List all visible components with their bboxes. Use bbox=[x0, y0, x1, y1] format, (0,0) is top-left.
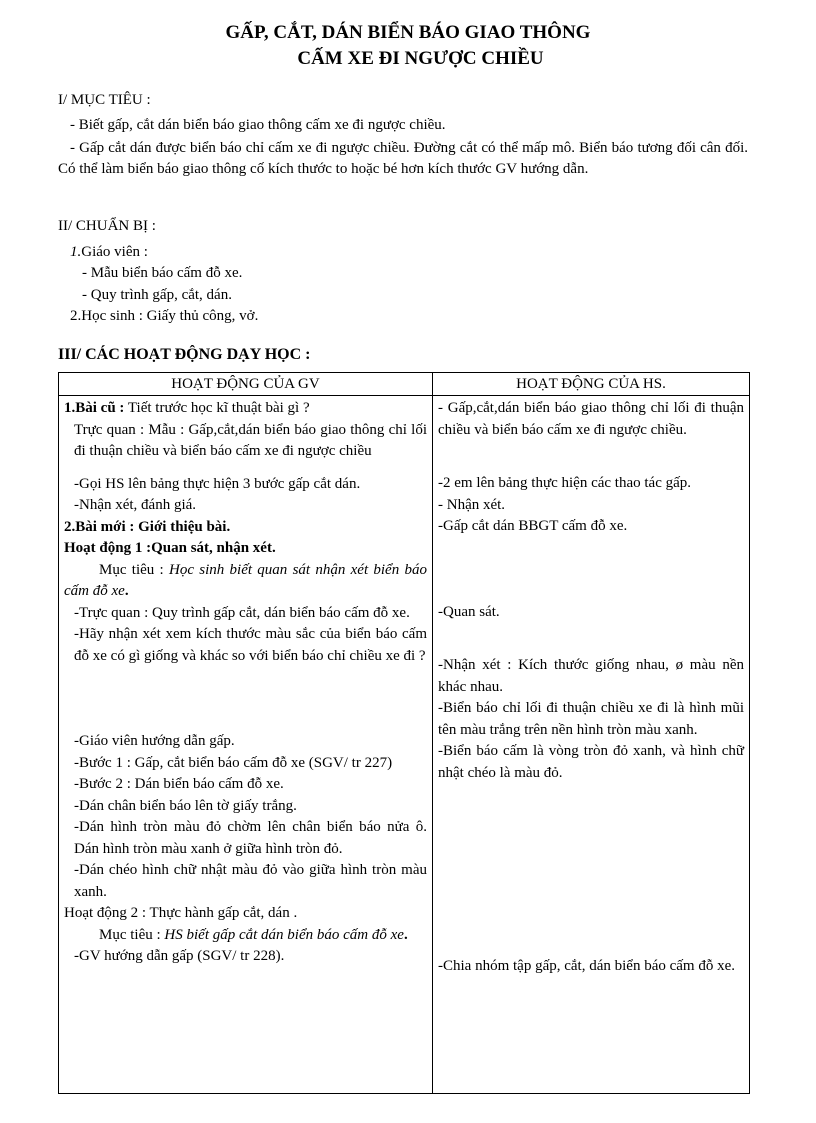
gv-step-1: -Bước 1 : Gấp, cắt biển báo cấm đỗ xe (SGV/ tr 227) bbox=[74, 754, 393, 771]
gv-question: -Hãy nhận xét xem kích thước màu sắc của biển báo cấm đỗ xe có gì giống và khác so với biển báo chỉ chiều xe đi ? bbox=[74, 626, 427, 664]
gv-column: 1.Bài cũ : Tiết trước học kĩ thuật bài gì ? Trực quan : Mẫu : Gấp,cắt,dán biển báo giao thông chỉ lối đi thuận chiều và biển báo cấm xe đi ngược chiều -Gọi HS lên bảng thực hiện 3 bước gấp cắt dán. -Nhận xét, đánh giá. 2.Bài mới : Giới thiệu bài. Hoạt động 1 :Quan sát, nhận xét. Mục tiêu : Học sinh biết quan sát nhận xét biển báo cấm đỗ xe. -Trực quan : Quy trình gấp cắt, dán biển báo cấm đỗ xe. -Hãy nhận xét xem kích thước màu sắc của biển báo cấm đỗ xe có gì giống và khác so với biển báo chỉ chiều xe đi ? -Giáo viên hướng dẫn gấp. -Bước 1 : Gấp, cắt biển báo cấm đỗ xe (SGV/ tr 227) -Bước 2 : Dán biển báo cấm đỗ xe. -Dán chân biển báo lên tờ giấy trắng. -Dán hình tròn màu đỏ chờm lên chân biển báo nửa ô. Dán hình tròn màu xanh ở giữa hình tròn đỏ. -Dán chéo hình chữ nhật màu đỏ vào giữa hình tròn màu xanh. Hoạt động 2 : Thực hành gấp cắt, dán . Mục tiêu : HS biết gấp cắt dán biển báo cấm đỗ xe. -GV hướng dẫn gấp (SGV/ tr 228). bbox=[59, 396, 433, 1094]
section-3-heading: III/ CÁC HOẠT ĐỘNG DẠY HỌC : bbox=[58, 346, 311, 363]
teacher-item-1: - Mẫu biển báo cấm đỗ xe. bbox=[82, 265, 243, 281]
gv-step-2: -Bước 2 : Dán biển báo cấm đỗ xe. bbox=[74, 776, 284, 792]
hs-response-3: - Nhận xét. bbox=[438, 496, 506, 513]
hs-response-1: - Gấp,cắt,dán biển báo giao thông chỉ lối đi thuận chiều và biển báo cấm xe đi ngược chiều. bbox=[438, 400, 744, 438]
activities-table bbox=[58, 372, 750, 1094]
hs-response-2: -2 em lên bảng thực hiện các thao tác gấp. bbox=[438, 475, 692, 491]
gv-comment: -Nhận xét, đánh giá. bbox=[74, 497, 197, 513]
section-2-heading: II/ CHUẨN BỊ : bbox=[58, 218, 156, 234]
header-gv: HOẠT ĐỘNG CỦA GV bbox=[59, 373, 433, 396]
hs-response-7: -Biển báo chỉ lối đi thuận chiều xe đi là hình mũi tên màu trắng trên nền hình tròn màu xanh. bbox=[438, 700, 744, 738]
gv-paste-2: -Dán hình tròn màu đỏ chờm lên chân biển báo nửa ô. Dán hình tròn màu xanh ở giữa hình tròn đỏ. bbox=[74, 819, 427, 857]
title-line-2: CẤM XE ĐI NGƯỢC CHIỀU bbox=[297, 48, 544, 69]
gv-paste-3: -Dán chéo hình chữ nhật màu đỏ vào giữa hình tròn màu xanh. bbox=[74, 862, 427, 900]
gv-guide-2: -GV hướng dẫn gấp (SGV/ tr 228). bbox=[74, 948, 285, 964]
hs-response-5: -Quan sát. bbox=[438, 603, 500, 620]
teacher-prep: 1.Giáo viên : bbox=[70, 244, 148, 260]
gv-call-hs: -Gọi HS lên bảng thực hiện 3 bước gấp cắt dán. bbox=[74, 475, 361, 492]
gv-goal-1: Mục tiêu : Học sinh biết quan sát nhận xét biển báo cấm đỗ xe. bbox=[64, 561, 427, 599]
table-row bbox=[59, 396, 750, 1094]
hs-column bbox=[433, 396, 750, 1094]
title-line-1: GẤP, CẮT, DÁN BIỂN BÁO GIAO THÔNG bbox=[225, 22, 591, 43]
teacher-item-2: - Quy trình gấp, cắt, dán. bbox=[82, 287, 232, 303]
section-1-heading: I/ MỤC TIÊU : bbox=[58, 92, 151, 108]
gv-new-lesson: 2.Bài mới : Giới thiệu bài. bbox=[64, 518, 231, 535]
student-prep: 2.Học sinh : Giấy thủ công, vở. bbox=[70, 308, 259, 324]
hs-response-6: -Nhận xét : Kích thước giống nhau, ø màu nền khác nhau. bbox=[438, 657, 744, 695]
gv-goal-2: Mục tiêu : HS biết gấp cắt dán biển báo cấm đỗ xe. bbox=[99, 926, 408, 943]
hs-response-4: -Gấp cắt dán BBGT cấm đỗ xe. bbox=[438, 518, 628, 534]
gv-paste-1: -Dán chân biển báo lên tờ giấy trắng. bbox=[74, 797, 297, 814]
objective-2: - Gấp cắt dán được biển báo chỉ cấm xe đi ngược chiều. Đường cắt có thể mấp mô. Biển báo tương đối cân đối. Có thể làm biển báo giao thông cố kích thước to hoặc bé hơn kích thước GV hướng dẫn. bbox=[58, 140, 748, 177]
header-hs: HOẠT ĐỘNG CỦA HS. bbox=[433, 373, 750, 396]
gv-guide: -Giáo viên hướng dẫn gấp. bbox=[74, 733, 235, 749]
hs-response-8: -Biển báo cấm là vòng tròn đỏ xanh, và hình chữ nhật chéo là màu đỏ. bbox=[438, 743, 744, 781]
gv-visual-1: Trực quan : Mẫu : Gấp,cắt,dán biển báo giao thông chỉ lối đi thuận chiều và biển báo cấm xe đi ngược chiều bbox=[74, 421, 427, 459]
gv-activity-1: Hoạt động 1 :Quan sát, nhận xét. bbox=[64, 540, 276, 556]
table-header-row bbox=[59, 373, 750, 396]
objective-1: - Biết gấp, cắt dán biển báo giao thông cấm xe đi ngược chiều. bbox=[70, 117, 446, 133]
gv-visual-2: -Trực quan : Quy trình gấp cắt, dán biển báo cấm đỗ xe. bbox=[74, 604, 410, 621]
hs-response-9: -Chia nhóm tập gấp, cắt, dán biển báo cấm đỗ xe. bbox=[438, 958, 735, 974]
gv-activity-2: Hoạt động 2 : Thực hành gấp cắt, dán . bbox=[64, 905, 298, 921]
